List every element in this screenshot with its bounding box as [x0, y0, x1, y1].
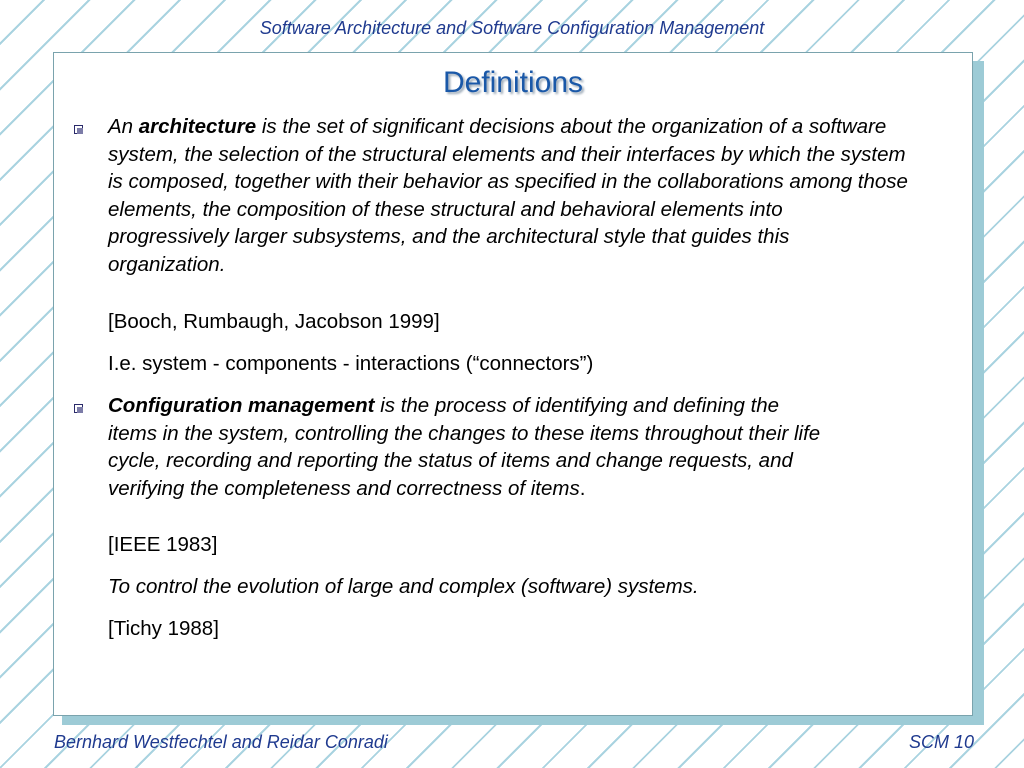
scm-definition [108, 392, 828, 502]
definition-text: is the process of identifying and defining the items in the system, controlling the changes to these items throughout their life cycle, recording and reporting the status of items and change requests, and verifying the completeness and correctness of items [108, 394, 821, 500]
footer-authors: Bernhard Westfechtel and Reidar Conradi [54, 732, 388, 752]
term-configuration-management: Configuration management [108, 394, 375, 417]
definition-end: . [579, 476, 586, 500]
scm-citation: [IEEE 1983] [108, 533, 218, 556]
architecture-citation: [Booch, Rumbaugh, Jacobson 1999] [108, 310, 440, 333]
bullet-icon [74, 404, 83, 413]
footer-page-number: SCM 10 [908, 732, 974, 752]
definition-prefix: An [108, 115, 139, 138]
slide-panel [53, 52, 973, 716]
scm-note: To control the evolution of large and complex (software) systems. [108, 575, 699, 598]
slide-title: Definitions [442, 66, 584, 99]
bullet-icon [74, 125, 83, 134]
architecture-note: I.e. system - components - interactions (“connectors”) [108, 352, 594, 375]
definition-text: is the set of significant decisions about the organization of a software system, the selection of the structural elements and their interfaces by which the system is composed, together with their behavior as specified in the collaborations among those elements, the composition of these structural and behavioral elements into progressively larger subsystems, and the architectural style that guides this organization. [108, 115, 908, 276]
architecture-definition [108, 113, 908, 278]
term-architecture: architecture [138, 115, 257, 138]
slide-header: Software Architecture and Software Configuration Management [259, 18, 765, 38]
scm-note-citation: [Tichy 1988] [108, 617, 219, 640]
